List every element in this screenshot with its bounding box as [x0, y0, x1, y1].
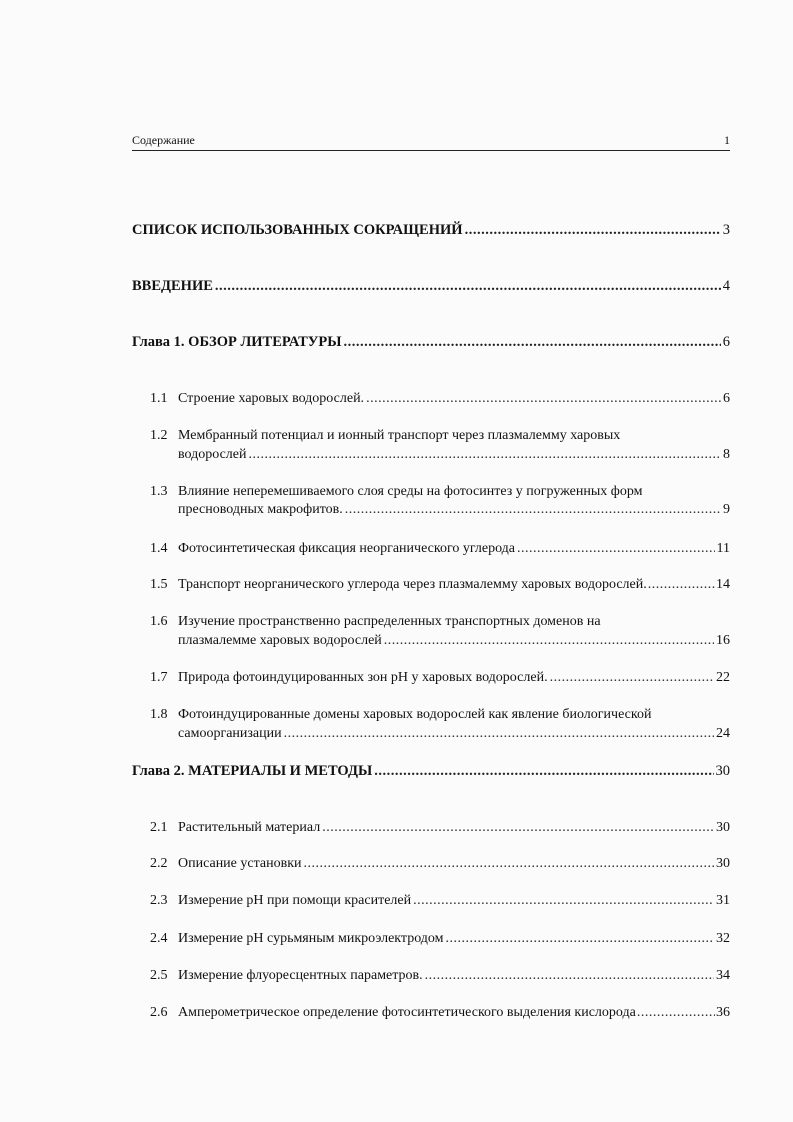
- dot-leader: [322, 819, 714, 837]
- section-number: 1.6: [150, 614, 168, 629]
- dot-leader: [550, 669, 714, 687]
- section-title-line2: водорослей: [178, 447, 247, 462]
- section-page: 31: [716, 893, 730, 908]
- section-page: 14: [716, 577, 730, 592]
- section-page: 24: [716, 726, 730, 741]
- section-title-line1: Мембранный потенциал и ионный транспорт через плазмалемму харовых: [178, 428, 621, 443]
- toc-section-1-1[interactable]: [150, 390, 730, 408]
- toc-section-2-5[interactable]: [150, 967, 730, 985]
- section-title: Измерение флуоресцентных параметров.: [178, 968, 423, 983]
- section-page: 30: [716, 856, 730, 871]
- toc-section-1-8-line2[interactable]: [178, 725, 730, 743]
- section-title: Амперометрическое определение фотосинтетического выделения кислорода: [178, 1005, 636, 1020]
- section-page: 34: [716, 968, 730, 983]
- section-title: Строение харовых водорослей.: [178, 391, 365, 406]
- header-title: Содержание: [132, 133, 195, 147]
- toc-section-1-7[interactable]: [150, 669, 730, 687]
- section-number: 2.5: [150, 968, 168, 983]
- toc-section-1-6-line2[interactable]: [178, 632, 730, 650]
- dot-leader: [637, 1004, 715, 1022]
- toc-section-2-2[interactable]: [150, 855, 730, 873]
- section-number: 2.2: [150, 856, 168, 871]
- dot-leader: [344, 333, 721, 351]
- dot-leader: [425, 967, 714, 985]
- section-title-line1: Изучение пространственно распределенных транспортных доменов на: [178, 614, 601, 629]
- section-number: 1.2: [150, 428, 168, 443]
- section-number: 2.3: [150, 893, 168, 908]
- toc-section-1-2-line2[interactable]: [178, 446, 730, 464]
- section-title: Фотосинтетическая фиксация неорганического углерода: [178, 541, 516, 556]
- toc-entry-page: 30: [715, 763, 730, 779]
- toc-entry-page: 6: [722, 334, 730, 350]
- dot-leader: [345, 501, 721, 519]
- toc-entry-title: СПИСОК ИСПОЛЬЗОВАННЫХ СОКРАЩЕНИЙ: [132, 222, 463, 238]
- section-title-line2: пресноводных макрофитов.: [178, 502, 343, 517]
- dot-leader: [648, 576, 715, 594]
- dot-leader: [374, 762, 713, 780]
- section-title-line1: Влияние неперемешиваемого слоя среды на фотосинтез у погруженных форм: [178, 484, 643, 499]
- toc-section-1-6-line1[interactable]: [150, 613, 601, 631]
- dot-leader: [465, 221, 721, 239]
- section-page: 6: [723, 391, 730, 406]
- toc-entry-chapter1[interactable]: [132, 333, 730, 351]
- section-title-line1: Фотоиндуцированные домены харовых водорослей как явление биологической: [178, 707, 652, 722]
- section-number: 1.3: [150, 484, 168, 499]
- toc-entry-page: 4: [722, 278, 730, 294]
- section-number: 1.8: [150, 707, 168, 722]
- toc-section-2-3[interactable]: [150, 892, 730, 910]
- section-title: Измерение pH сурьмяным микроэлектродом: [178, 931, 444, 946]
- section-title: Растительный материал: [178, 820, 321, 835]
- section-page: 22: [716, 670, 730, 685]
- dot-leader: [284, 725, 714, 743]
- section-number: 1.5: [150, 577, 168, 592]
- toc-entry-chapter2[interactable]: [132, 762, 730, 780]
- section-title: Описание установки: [178, 856, 302, 871]
- toc-section-1-4[interactable]: [150, 540, 730, 558]
- section-title: Транспорт неорганического углерода через плазмалемму харовых водорослей.: [178, 577, 647, 592]
- toc-section-2-4[interactable]: [150, 930, 730, 948]
- section-title: Измерение pH при помощи красителей: [178, 893, 412, 908]
- toc-entry-title: ВВЕДЕНИЕ: [132, 278, 213, 294]
- toc-entry-title: Глава 2. МАТЕРИАЛЫ И МЕТОДЫ: [132, 763, 373, 779]
- section-number: 2.4: [150, 931, 168, 946]
- section-number: 1.4: [150, 541, 168, 556]
- dot-leader: [446, 930, 714, 948]
- section-number: 1.7: [150, 670, 168, 685]
- toc-entry-title: Глава 1. ОБЗОР ЛИТЕРАТУРЫ: [132, 334, 342, 350]
- toc-entry-page: 3: [722, 222, 730, 238]
- dot-leader: [304, 855, 714, 873]
- toc-entry-abbreviations[interactable]: [132, 221, 730, 239]
- section-page: 16: [716, 633, 730, 648]
- section-number: 1.1: [150, 391, 168, 406]
- section-page: 36: [716, 1005, 730, 1020]
- dot-leader: [249, 446, 722, 464]
- section-page: 9: [723, 502, 730, 517]
- header-page-number: 1: [724, 133, 730, 147]
- section-number: 2.1: [150, 820, 168, 835]
- toc-section-2-1[interactable]: [150, 819, 730, 837]
- section-title: Природа фотоиндуцированных зон pH у харовых водорослей.: [178, 670, 548, 685]
- toc-section-2-6[interactable]: [150, 1004, 730, 1022]
- toc-section-1-3-line1[interactable]: [150, 483, 642, 501]
- toc-section-1-5[interactable]: [150, 576, 730, 594]
- section-page: 32: [716, 931, 730, 946]
- section-number: 2.6: [150, 1005, 168, 1020]
- toc-section-1-2-line1[interactable]: [150, 427, 620, 445]
- dot-leader: [366, 390, 721, 408]
- toc-entry-introduction[interactable]: [132, 277, 730, 295]
- section-title-line2: плазмалемме харовых водорослей: [178, 633, 382, 648]
- section-page: 30: [716, 820, 730, 835]
- section-page: 11: [716, 541, 730, 556]
- dot-leader: [215, 277, 721, 295]
- section-page: 8: [723, 447, 730, 462]
- toc-section-1-8-line1[interactable]: [150, 706, 651, 724]
- dot-leader: [517, 540, 715, 558]
- dot-leader: [384, 632, 714, 650]
- toc-section-1-3-line2[interactable]: [178, 501, 730, 519]
- section-title-line2: самоорганизации: [178, 726, 282, 741]
- dot-leader: [413, 892, 714, 910]
